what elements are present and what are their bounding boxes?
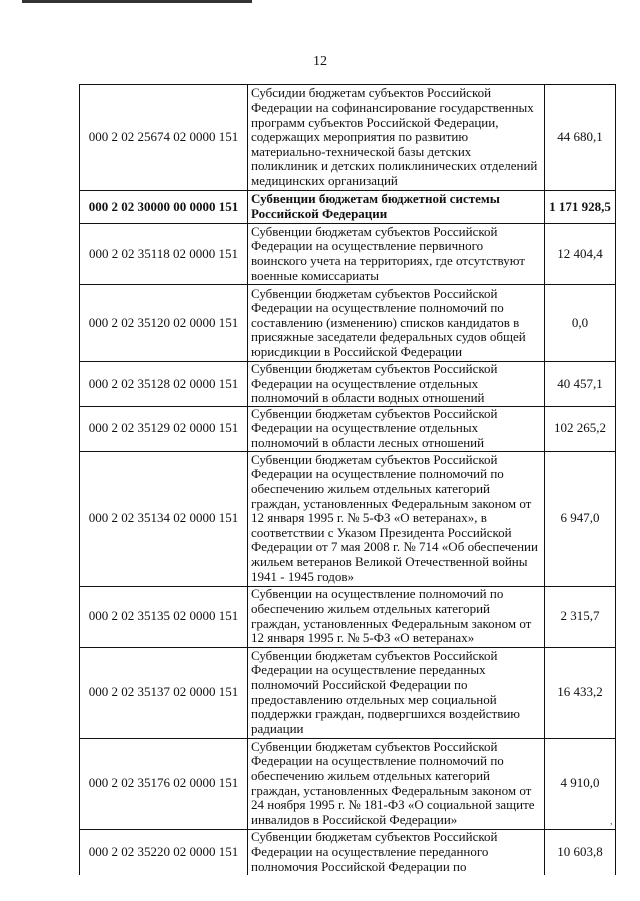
table-row bbox=[80, 451, 616, 586]
page-number: 12 bbox=[313, 54, 327, 69]
table-row bbox=[80, 224, 616, 285]
budget-code-cell: 000 2 02 35137 02 0000 151 bbox=[80, 647, 248, 738]
budget-code-cell: 000 2 02 35176 02 0000 151 bbox=[80, 738, 248, 829]
table-row bbox=[80, 829, 616, 875]
description-cell: Субсидии бюджетам субъектов Российской Федерации на софинансирование государственных программ субъектов Российской Федерации, содержащих мероприятия по развитию материально-технической базы детских поликлиник и детских поликлинических отделений медицинских организаций bbox=[248, 85, 545, 191]
description-cell: Субвенции бюджетам субъектов Российской Федерации на осуществление полномочий по составлению (изменению) списков кандидатов в присяжные заседатели федеральных судов общей юрисдикции в Российской Федерации bbox=[248, 285, 545, 362]
description-cell: Субвенции бюджетам субъектов Российской Федерации на осуществление полномочий по обеспечению жильем отдельных категорий граждан, установленных Федеральным законом от 12 января 1995 г. № 5-ФЗ «О ветеранах», в соответствии с Указом Президента Российской Федерации от 7 мая 2008 г. № 714 «Об обеспечении жильем ветеранов Великой Отечественной войны 1941 - 1945 годов» bbox=[248, 451, 545, 586]
amount-cell: 1 171 928,5 bbox=[545, 191, 616, 224]
description-cell: Субвенции бюджетам бюджетной системы Российской Федерации bbox=[248, 191, 545, 224]
amount-cell: 6 947,0 bbox=[545, 451, 616, 586]
description-cell: Субвенции бюджетам субъектов Российской Федерации на осуществление переданного полномочия Российской Федерации по bbox=[248, 829, 545, 875]
amount-cell: 16 433,2 bbox=[545, 647, 616, 738]
table-row bbox=[80, 586, 616, 647]
budget-code-cell: 000 2 02 35135 02 0000 151 bbox=[80, 586, 248, 647]
budget-code-cell: 000 2 02 35120 02 0000 151 bbox=[80, 285, 248, 362]
table-row bbox=[80, 285, 616, 362]
table-row bbox=[80, 647, 616, 738]
budget-code-cell: 000 2 02 35220 02 0000 151 bbox=[80, 829, 248, 875]
budget-code-cell: 000 2 02 35118 02 0000 151 bbox=[80, 224, 248, 285]
amount-cell: 102 265,2 bbox=[545, 406, 616, 451]
budget-table bbox=[79, 84, 616, 875]
amount-cell: 44 680,1 bbox=[545, 85, 616, 191]
scan-speck: , bbox=[610, 816, 613, 827]
amount-cell: 0,0 bbox=[545, 285, 616, 362]
description-cell: Субвенции бюджетам субъектов Российской Федерации на осуществление первичного воинского учета на территориях, где отсутствуют военные комиссариаты bbox=[248, 224, 545, 285]
amount-cell: 12 404,4 bbox=[545, 224, 616, 285]
description-cell: Субвенции бюджетам субъектов Российской Федерации на осуществление отдельных полномочий в области лесных отношений bbox=[248, 406, 545, 451]
amount-cell: 4 910,0 bbox=[545, 738, 616, 829]
table-row bbox=[80, 85, 616, 191]
description-cell: Субвенции бюджетам субъектов Российской Федерации на осуществление отдельных полномочий в области водных отношений bbox=[248, 362, 545, 407]
description-cell: Субвенции бюджетам субъектов Российской Федерации на осуществление полномочий по обеспечению жильем отдельных категорий граждан, установленных Федеральным законом от 24 ноября 1995 г. № 181-ФЗ «О социальной защите инвалидов в Российской Федерации» bbox=[248, 738, 545, 829]
table-row bbox=[80, 738, 616, 829]
description-cell: Субвенции на осуществление полномочий по обеспечению жильем отдельных категорий граждан, установленных Федеральным законом от 12 января 1995 г. № 5-ФЗ «О ветеранах» bbox=[248, 586, 545, 647]
budget-code-cell: 000 2 02 35129 02 0000 151 bbox=[80, 406, 248, 451]
budget-code-cell: 000 2 02 35128 02 0000 151 bbox=[80, 362, 248, 407]
amount-cell: 2 315,7 bbox=[545, 586, 616, 647]
description-cell: Субвенции бюджетам субъектов Российской Федерации на осуществление переданных полномочий Российской Федерации по предоставлению отдельных мер социальной поддержки граждан, подвергшихся воздействию радиации bbox=[248, 647, 545, 738]
budget-code-cell: 000 2 02 35134 02 0000 151 bbox=[80, 451, 248, 586]
amount-cell: 40 457,1 bbox=[545, 362, 616, 407]
budget-code-cell: 000 2 02 25674 02 0000 151 bbox=[80, 85, 248, 191]
amount-cell: 10 603,8 bbox=[545, 829, 616, 875]
table-row bbox=[80, 406, 616, 451]
budget-code-cell: 000 2 02 30000 00 0000 151 bbox=[80, 191, 248, 224]
header-rule bbox=[22, 0, 252, 3]
table-row-subtotal bbox=[80, 191, 616, 224]
table-row bbox=[80, 362, 616, 407]
